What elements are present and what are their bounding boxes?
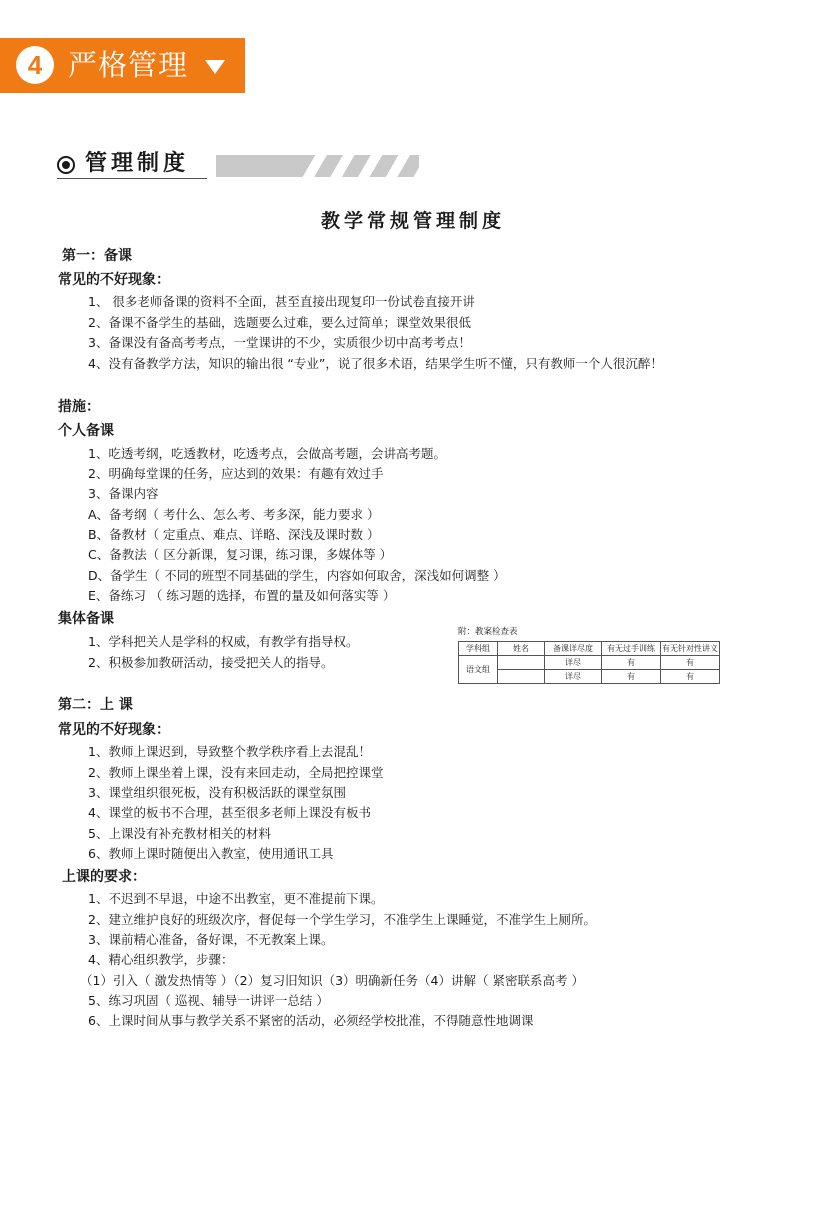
list-item: 1、学科把关人是学科的权威，有教学有指导权。 xyxy=(88,634,359,649)
list-item: C、备教法（ 区分新课，复习课，练习课，多媒体等 ） xyxy=(88,547,393,562)
table-cell xyxy=(498,656,545,670)
triangle-down-icon xyxy=(205,60,225,74)
table-caption: 附：教案检查表 xyxy=(458,627,518,637)
part1-heading: 第一：备课 xyxy=(62,248,132,264)
list-item: 1、教师上课迟到，导致整个教学秩序看上去混乱！ xyxy=(88,744,371,759)
list-item: 6、教师上课时随便出入教室，使用通讯工具 xyxy=(88,846,334,861)
list-item: 3、课堂组织很死板，没有积极活跃的课堂氛围 xyxy=(88,785,346,800)
section-header xyxy=(57,150,427,182)
section-underline xyxy=(57,178,207,179)
table-cell: 有 xyxy=(602,670,661,684)
requirements-heading: 上课的要求： xyxy=(62,869,146,885)
table-header: 有无针对性讲义 xyxy=(661,642,720,656)
lesson-plan-check-table xyxy=(458,626,720,684)
table-header: 姓名 xyxy=(498,642,545,656)
list-item: 4、课堂的板书不合理，甚至很多老师上课没有板书 xyxy=(88,805,371,820)
list-item: E、备练习 （ 练习题的选择，布置的量及如何落实等 ） xyxy=(88,588,396,603)
table-header-row xyxy=(459,642,720,656)
table-cell: 有 xyxy=(661,656,720,670)
measures-heading: 措施： xyxy=(58,399,100,415)
list-item: 1、不迟到不早退，中途不出教室，更不准提前下课。 xyxy=(88,891,384,906)
list-item: 5、练习巩固（ 巡视、辅导一讲评一总结 ） xyxy=(88,993,329,1008)
table-header: 学科组 xyxy=(459,642,498,656)
list-item: 4、精心组织教学，步骤： xyxy=(88,952,234,967)
list-item: 2、积极参加教研活动，接受把关人的指导。 xyxy=(88,655,334,670)
list-item: 6、上课时间从事与教学关系不紧密的活动，必须经学校批准，不得随意性地调课 xyxy=(88,1013,534,1028)
list-item: B、备教材（ 定重点、难点、详略、深浅及课时数 ） xyxy=(88,527,380,542)
part2-heading: 第二：上 课 xyxy=(58,697,133,713)
table-row xyxy=(459,670,720,684)
table-row xyxy=(459,656,720,670)
section-banner xyxy=(0,38,245,93)
table-cell: 详尽 xyxy=(545,656,602,670)
list-item: 3、备课没有备高考考点，一堂课讲的不少，实质很少切中高考考点！ xyxy=(88,335,471,350)
radio-bullet-icon xyxy=(57,156,75,174)
section-title: 管理制度 xyxy=(85,150,190,176)
list-item: 1、 很多老师备课的资料不全面，甚至直接出现复印一份试卷直接开讲 xyxy=(88,294,475,309)
table-cell: 详尽 xyxy=(545,670,602,684)
part2-bad-heading: 常见的不好现象： xyxy=(58,722,170,738)
list-item: A、备考纲（ 考什么、怎么考、考多深，能力要求 ） xyxy=(88,507,380,522)
table-header: 备课详尽度 xyxy=(545,642,602,656)
list-item: 2、建立维护良好的班级次序，督促每一个学生学习，不准学生上课睡觉，不准学生上厕所。 xyxy=(88,912,596,927)
list-item: 2、明确每堂课的任务，应达到的效果：有趣有效过手 xyxy=(88,466,384,481)
document-title: 教学常规管理制度 xyxy=(320,210,505,232)
banner-title: 严格管理 xyxy=(68,48,189,82)
table-cell: 有 xyxy=(602,656,661,670)
list-item: 4、没有备教学方法，知识的输出很 “专业”，说了很多术语，结果学生听不懂，只有教师一个人很沉醉！ xyxy=(88,356,663,371)
table-cell: 有 xyxy=(661,670,720,684)
list-item: 2、教师上课坐着上课，没有来回走动，全局把控课堂 xyxy=(88,765,384,780)
list-item: D、备学生（ 不同的班型不同基础的学生，内容如何取舍，深浅如何调整 ） xyxy=(88,568,506,583)
table-header: 有无过手训练 xyxy=(602,642,661,656)
check-table xyxy=(458,641,720,684)
part1-bad-heading: 常见的不好现象： xyxy=(58,272,170,288)
section-number-badge: 4 xyxy=(16,46,54,84)
decorative-bar xyxy=(216,155,301,177)
list-item: （1）引入（ 激发热情等 ）（2）复习旧知识（3）明确新任务（4）讲解（ 紧密联系高考 ） xyxy=(80,973,584,988)
list-item: 5、上课没有补充教材相关的材料 xyxy=(88,826,271,841)
list-item: 3、备课内容 xyxy=(88,486,159,501)
list-item: 2、备课不备学生的基础，选题要么过难，要么过简单；课堂效果很低 xyxy=(88,315,471,330)
list-item: 3、课前精心准备，备好课，不无教案上课。 xyxy=(88,932,334,947)
group-prep-heading: 集体备课 xyxy=(58,611,114,627)
list-item: 1、吃透考纲，吃透教材，吃透考点，会做高考题，会讲高考题。 xyxy=(88,446,446,461)
table-cell: 语文组 xyxy=(459,656,498,684)
personal-prep-heading: 个人备课 xyxy=(58,423,114,439)
table-cell xyxy=(498,670,545,684)
